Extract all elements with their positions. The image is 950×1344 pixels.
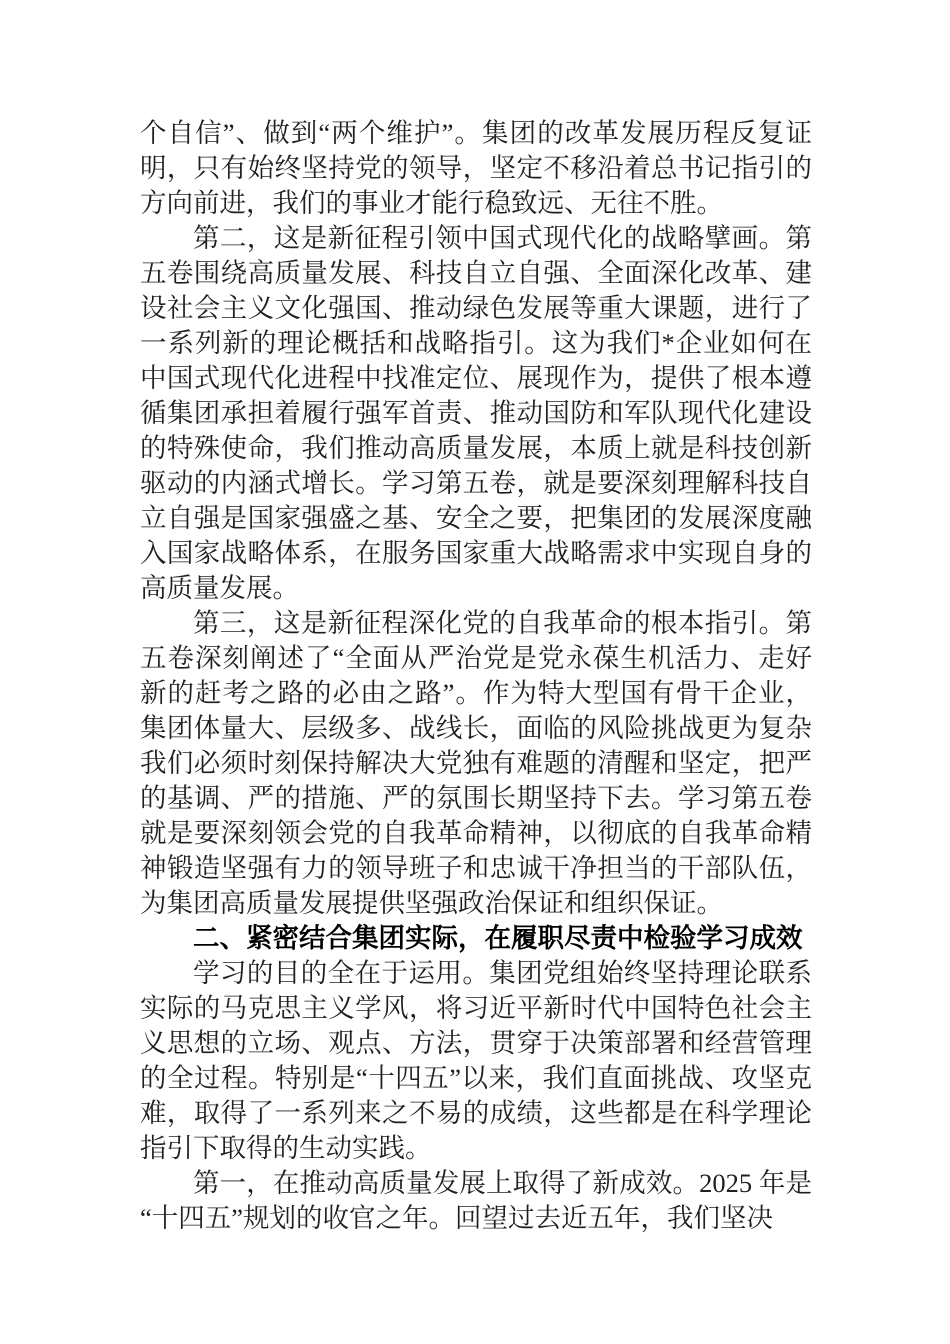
document-body: [140, 116, 812, 1236]
paragraph: 第三，这是新征程深化党的自我革命的根本指引。第五卷深刻阐述了“全面从严治党是党永葆生机活力、走好新的赶考之路的必由之路”。作为特大型国有骨干企业，集团体量大、层级多、战线长，面临的风险挑战更为复杂我们必须时刻保持解决大党独有难题的清醒和坚定，把严的基调、严的措施、严的氛围长期坚持下去。学习第五卷就是要深刻领会党的自我革命精神，以彻底的自我革命精神锻造坚强有力的领导班子和忠诚干净担当的干部队伍，为集团高质量发展提供坚强政治保证和组织保证。: [140, 608, 812, 918]
paragraph: 第一，在推动高质量发展上取得了新成效。2025 年是“十四五”规划的收官之年。回望过去近五年，我们坚决: [140, 1168, 812, 1233]
paragraph: 个自信”、做到“两个维护”。集团的改革发展历程反复证明，只有始终坚持党的领导，坚定不移沿着总书记指引的方向前进，我们的事业才能行稳致远、无往不胜。: [140, 118, 812, 218]
section-heading: 二、紧密结合集团实际，在履职尽责中检验学习成效: [193, 923, 803, 953]
paragraph: 学习的目的全在于运用。集团党组始终坚持理论联系实际的马克思主义学风，将习近平新时代中国特色社会主义思想的立场、观点、方法，贯穿于决策部署和经营管理的全过程。特别是“十四五”以来，我们直面挑战、攻坚克难，取得了一系列来之不易的成绩，这些都是在科学理论指引下取得的生动实践。: [140, 958, 812, 1163]
paragraph: 第二，这是新征程引领中国式现代化的战略擘画。第五卷围绕高质量发展、科技自立自强、全面深化改革、建设社会主义文化强国、推动绿色发展等重大课题，进行了一系列新的理论概括和战略指引。这为我们*企业如何在中国式现代化进程中找准定位、展现作为，提供了根本遵循集团承担着履行强军首责、推动国防和军队现代化建设的特殊使命，我们推动高质量发展，本质上就是科技创新驱动的内涵式增长。学习第五卷，就是要深刻理解科技自立自强是国家强盛之基、安全之要，把集团的发展深度融入国家战略体系，在服务国家重大战略需求中实现自身的高质量发展。: [140, 223, 812, 603]
